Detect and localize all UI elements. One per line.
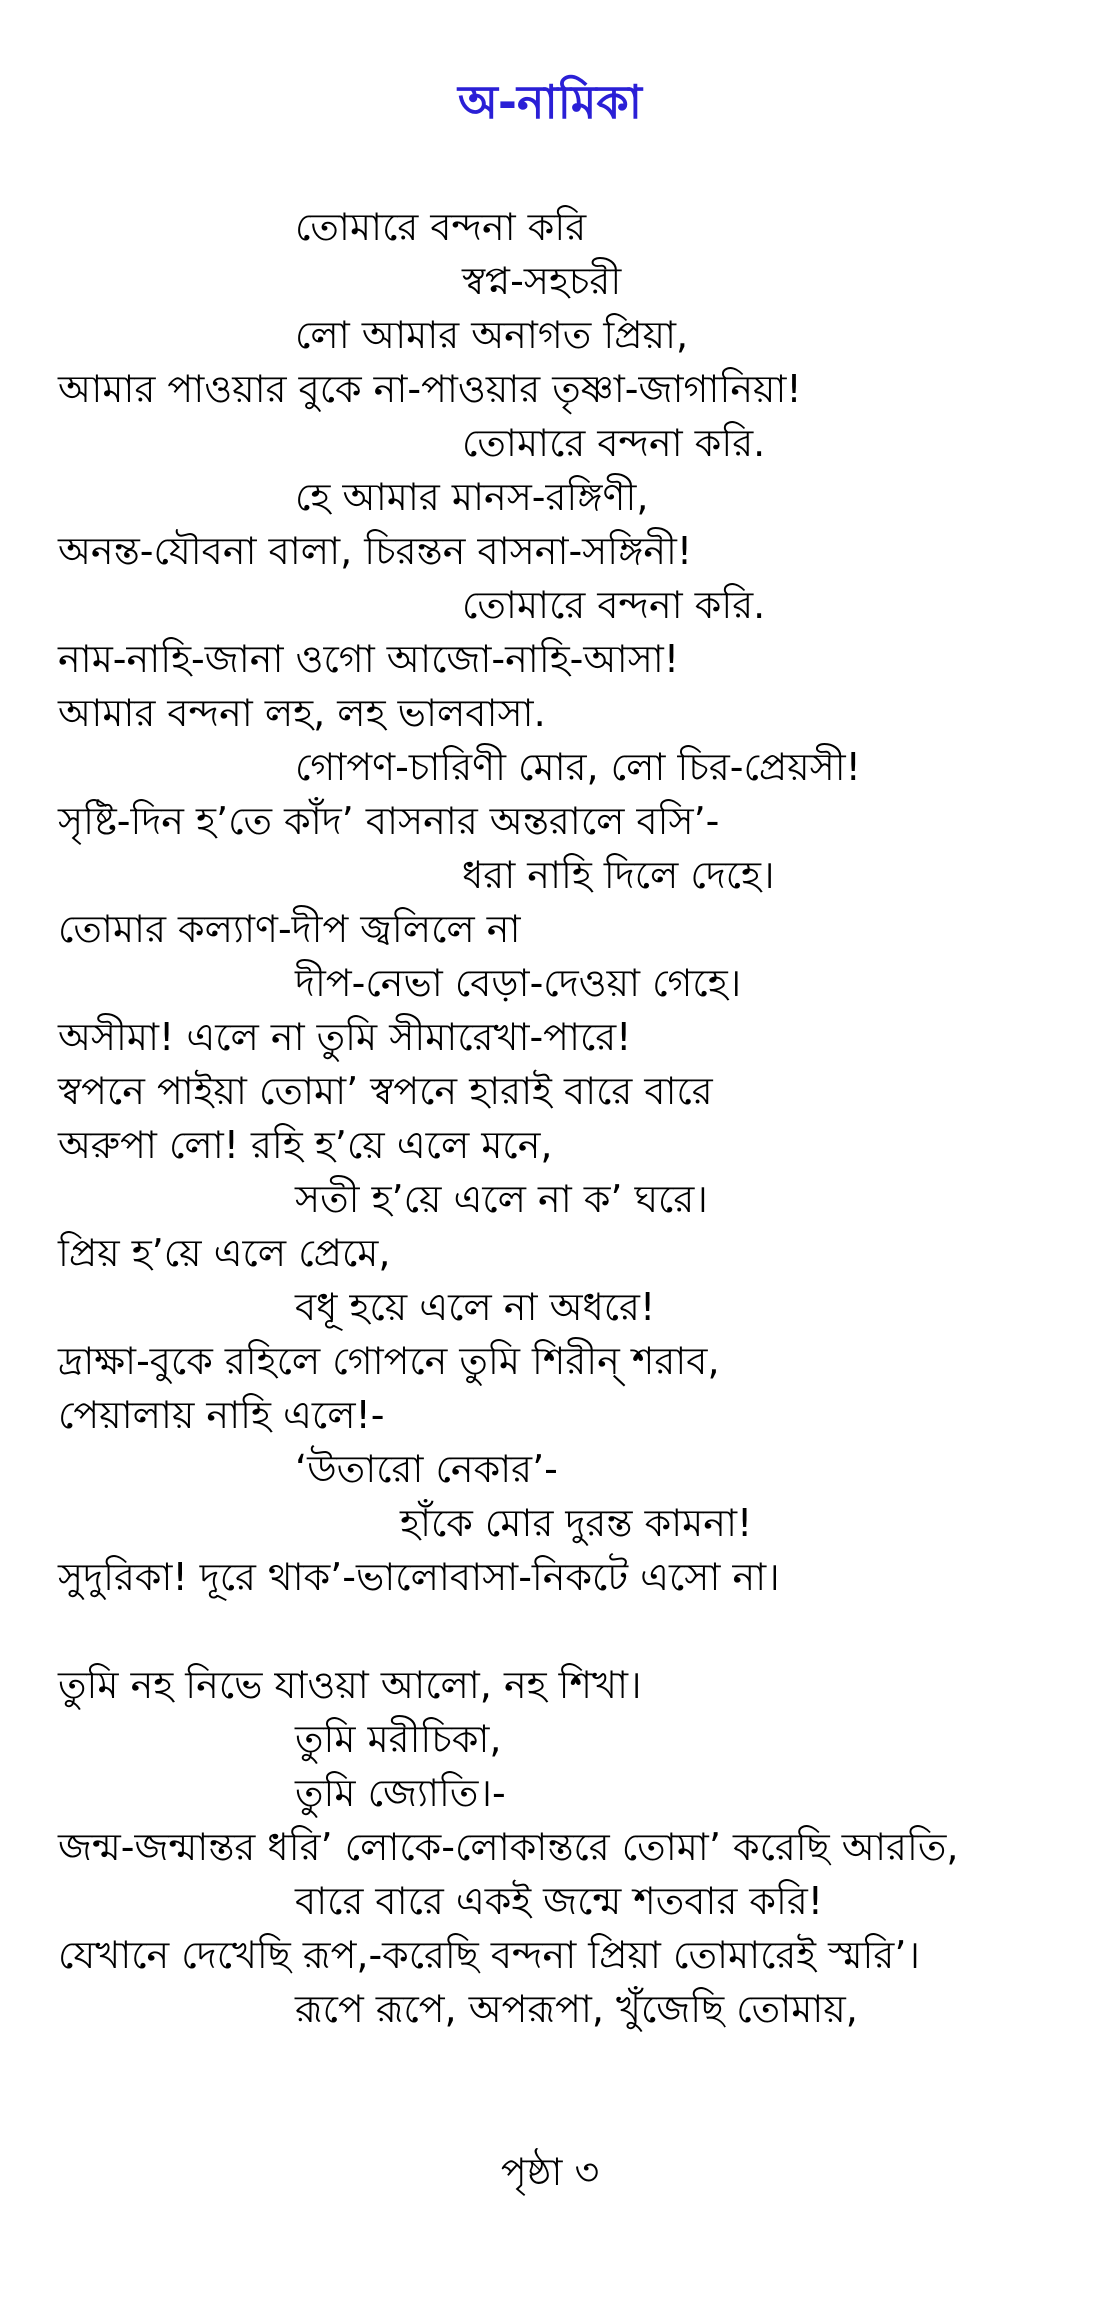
poem-line: নাম-নাহি-জানা ওগো আজো-নাহি-আসা!	[58, 637, 680, 681]
poem-line: দীপ-নেভা বেড়া-দেওয়া গেহে।	[295, 961, 742, 1005]
poem-line: জন্ম-জন্মান্তর ধরি’ লোকে-লোকান্তরে তোমা’ করেছি আরতি,	[58, 1825, 959, 1869]
poem-line: স্বপ্ন-সহচরী	[462, 259, 622, 303]
poem-title: অ-নামিকা	[458, 75, 642, 129]
poem-line: ‘উতারো নেকার’-	[295, 1447, 558, 1491]
poem-line: রূপে রূপে, অপরূপা, খুঁজেছি তোমায়,	[295, 1987, 858, 2031]
poem-line: স্বপনে পাইয়া তোমা’ স্বপনে হারাই বারে বারে	[58, 1069, 713, 1113]
poem-line: বারে বারে একই জন্মে শতবার করি!	[295, 1879, 824, 1923]
poem-line: তোমার কল্যাণ-দীপ জ্বলিলে না	[58, 907, 521, 951]
poem-line: হে আমার মানস-রঙ্গিণী,	[295, 475, 649, 519]
poem-line: সুদুরিকা! দূরে থাক’-ভালোবাসা-নিকটে এসো না।	[58, 1555, 780, 1599]
poem-line: পেয়ালায় নাহি এলে!-	[58, 1393, 385, 1437]
poem-line: দ্রাক্ষা-বুকে রহিলে গোপনে তুমি শিরীন্ শরাব,	[58, 1339, 720, 1383]
poem-line: যেখানে দেখেছি রূপ,-করেছি বন্দনা প্রিয়া তোমারেই স্মরি’।	[58, 1933, 920, 1977]
poem-line: তুমি মরীচিকা,	[295, 1717, 502, 1761]
poem-line: হাঁকে মোর দুরন্ত কামনা!	[400, 1501, 753, 1545]
page-number: পৃষ্ঠা ৩	[500, 2150, 600, 2194]
poem-line: তুমি জ্যোতি।-	[295, 1771, 506, 1815]
poem-line: তোমারে বন্দনা করি.	[462, 583, 766, 627]
poem-line: অনন্ত-যৌবনা বালা, চিরন্তন বাসনা-সঙ্গিনী!	[58, 529, 693, 573]
poem-body	[0, 200, 1100, 2036]
poem-line: তুমি নহ নিভে যাওয়া আলো, নহ শিখা।	[58, 1663, 642, 1707]
poem-line: আমার বন্দনা লহ, লহ ভালবাসা.	[58, 691, 546, 735]
poem-line: তোমারে বন্দনা করি.	[462, 421, 766, 465]
poem-line: অসীমা! এলে না তুমি সীমারেখা-পারে!	[58, 1015, 632, 1059]
poem-line: তোমারে বন্দনা করি	[295, 205, 587, 249]
poem-line: প্রিয় হ’য়ে এলে প্রেমে,	[58, 1231, 391, 1275]
poem-line: অরুপা লো! রহি হ’য়ে এলে মনে,	[58, 1123, 553, 1167]
poem-line: আমার পাওয়ার বুকে না-পাওয়ার তৃষ্ণা-জাগানিয়া!	[58, 367, 802, 411]
poem-line: সৃষ্টি-দিন হ’তে কাঁদ’ বাসনার অন্তরালে বসি’-	[58, 799, 720, 843]
poem-line: ধরা নাহি দিলে দেহে।	[462, 853, 775, 897]
poem-line: গোপণ-চারিণী মোর, লো চির-প্রেয়সী!	[295, 745, 861, 789]
poem-line: বধূ হয়ে এলে না অধরে!	[295, 1285, 656, 1329]
poem-line: সতী হ’য়ে এলে না ক’ ঘরে।	[295, 1177, 708, 1221]
poem-line: লো আমার অনাগত প্রিয়া,	[295, 313, 689, 357]
stanza-break	[0, 1604, 1100, 1658]
